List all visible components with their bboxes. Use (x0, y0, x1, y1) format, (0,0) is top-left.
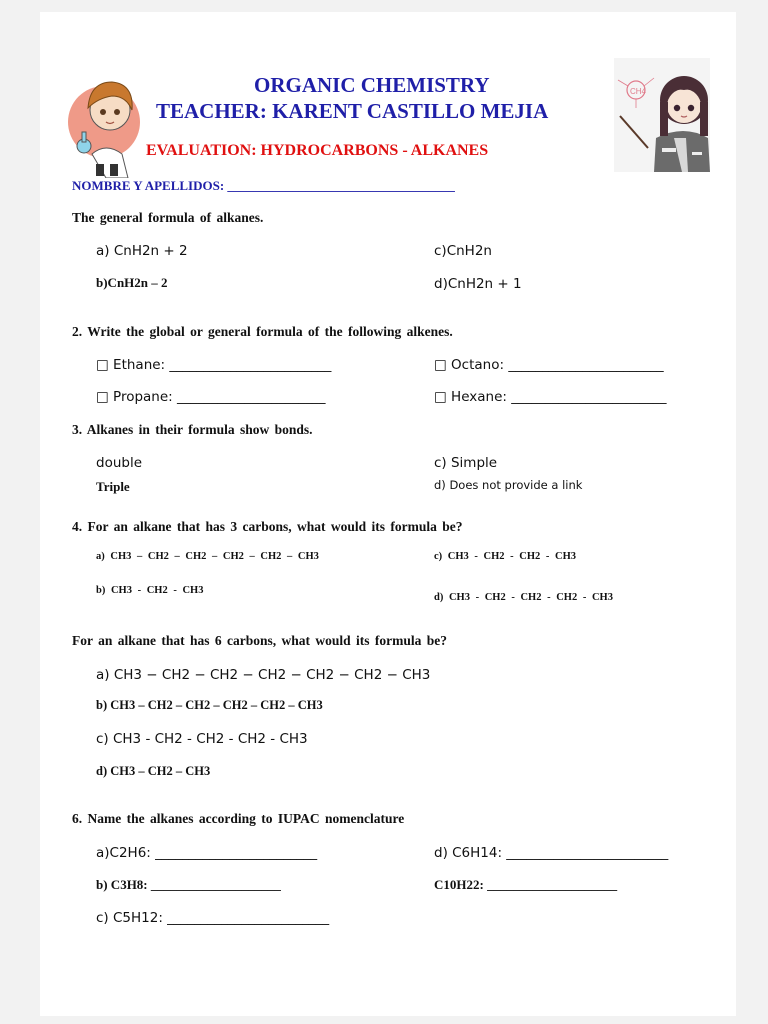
q2-hexane-field: □ Hexane: _______________________ (434, 389, 667, 405)
q6-option-a: a)C2H6: ________________________ (96, 845, 318, 861)
q5-option-a: a) CH3 − CH2 − CH2 − CH2 − CH2 − CH2 − CH3 (96, 667, 431, 683)
question-1: The general formula of alkanes. (72, 210, 264, 225)
q2-octano-field: □ Octano: _______________________ (434, 357, 664, 373)
q4-option-b: b) CH3 - CH2 - CH3 (96, 585, 204, 596)
q6-option-b: b) C3H8: ____________________ (96, 877, 281, 892)
evaluation-title: EVALUATION: HYDROCARBONS - ALKANES (146, 142, 489, 159)
q6-option-c: c) C5H12: ________________________ (96, 910, 330, 926)
q1-option-c: c)CnH2n (434, 243, 492, 259)
q6-option-d: d) C6H14: ________________________ (434, 845, 669, 861)
scientist-boy-illustration (66, 60, 150, 178)
q5-option-d: d) CH3 – CH2 – CH3 (96, 764, 211, 778)
question-2: 2. Write the global or general formula of the following alkenes. (72, 324, 453, 339)
q1-option-d: d)CnH2n + 1 (434, 276, 522, 292)
q4-option-c: c) CH3 - CH2 - CH2 - CH3 (434, 551, 577, 562)
svg-text:CH4: CH4 (630, 87, 647, 96)
q6-option-e: C10H22: ____________________ (434, 877, 618, 892)
q3-option-c: c) Simple (434, 455, 498, 471)
q3-option-a: double (96, 455, 143, 471)
q2-propane-field: □ Propane: ______________________ (96, 389, 326, 405)
q1-option-b: b)CnH2n – 2 (96, 275, 168, 290)
worksheet-page (40, 12, 736, 1016)
question-6: 6. Name the alkanes according to IUPAC nomenclature (72, 811, 405, 826)
student-name-field: NOMBRE Y APELLIDOS: ___________________________________ (72, 178, 455, 193)
question-5: For an alkane that has 6 carbons, what would its formula be? (72, 633, 448, 648)
q3-option-b: Triple (96, 479, 130, 494)
question-4: 4. For an alkane that has 3 carbons, what would its formula be? (72, 519, 463, 534)
girl-teacher-illustration (614, 58, 710, 172)
q1-option-a: a) CnH2n + 2 (96, 243, 188, 259)
question-3: 3. Alkanes in their formula show bonds. (72, 422, 313, 437)
q5-option-b: b) CH3 – CH2 – CH2 – CH2 – CH2 – CH3 (96, 698, 323, 712)
q4-option-d: d) CH3 - CH2 - CH2 - CH2 - CH3 (434, 592, 613, 603)
q2-ethane-field: □ Ethane: ________________________ (96, 357, 332, 373)
q3-option-d: d) Does not provide a link (434, 478, 583, 492)
page-title-line1: ORGANIC CHEMISTRY (254, 73, 490, 97)
q4-option-a: a) CH3 – CH2 – CH2 – CH2 – CH2 – CH3 (96, 551, 319, 562)
page-title-line2: TEACHER: KARENT CASTILLO MEJIA (156, 99, 549, 123)
q5-option-c: c) CH3 - CH2 - CH2 - CH2 - CH3 (96, 731, 308, 747)
